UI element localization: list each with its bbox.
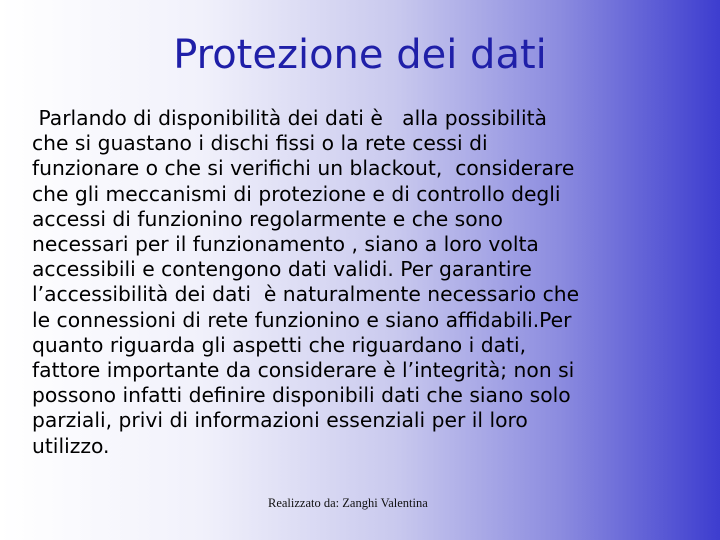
body-line: l’accessibilità dei dati è naturalmente necessario che: [32, 282, 580, 307]
body-line: che gli meccanismi di protezione e di controllo degli: [32, 181, 561, 206]
body-line: che si guastano i dischi fissi o la rete cessi di: [32, 131, 488, 156]
body-line: necessari per il funzionamento , siano a loro volta: [32, 232, 539, 257]
body-line: quanto riguarda gli aspetti che riguardano i dati,: [32, 332, 527, 357]
body-line: le connessioni di rete funzionino e siano affidabili.Per: [32, 307, 572, 332]
body-line: parziali, privi di informazioni essenziali per il loro: [32, 408, 528, 433]
body-line: utilizzo.: [32, 433, 110, 458]
body-line: possono infatti definire disponibili dati che siano solo: [32, 383, 571, 408]
body-line: funzionare o che si verifichi un blackout, considerare: [32, 156, 575, 181]
slide-title: Protezione dei dati: [173, 32, 547, 78]
body-line: accessibili e contengono dati validi. Per garantire: [32, 257, 532, 282]
body-line: fattore importante da considerare è l’integrità; non si: [32, 358, 575, 383]
body-line: Parlando di disponibilità dei dati è alla possibilità: [32, 106, 547, 130]
body-line: accessi di funzionino regolarmente e che sono: [32, 206, 503, 231]
slide-body-text: [32, 106, 702, 459]
slide-footer: Realizzato da: Zanghi Valentina: [268, 496, 428, 510]
